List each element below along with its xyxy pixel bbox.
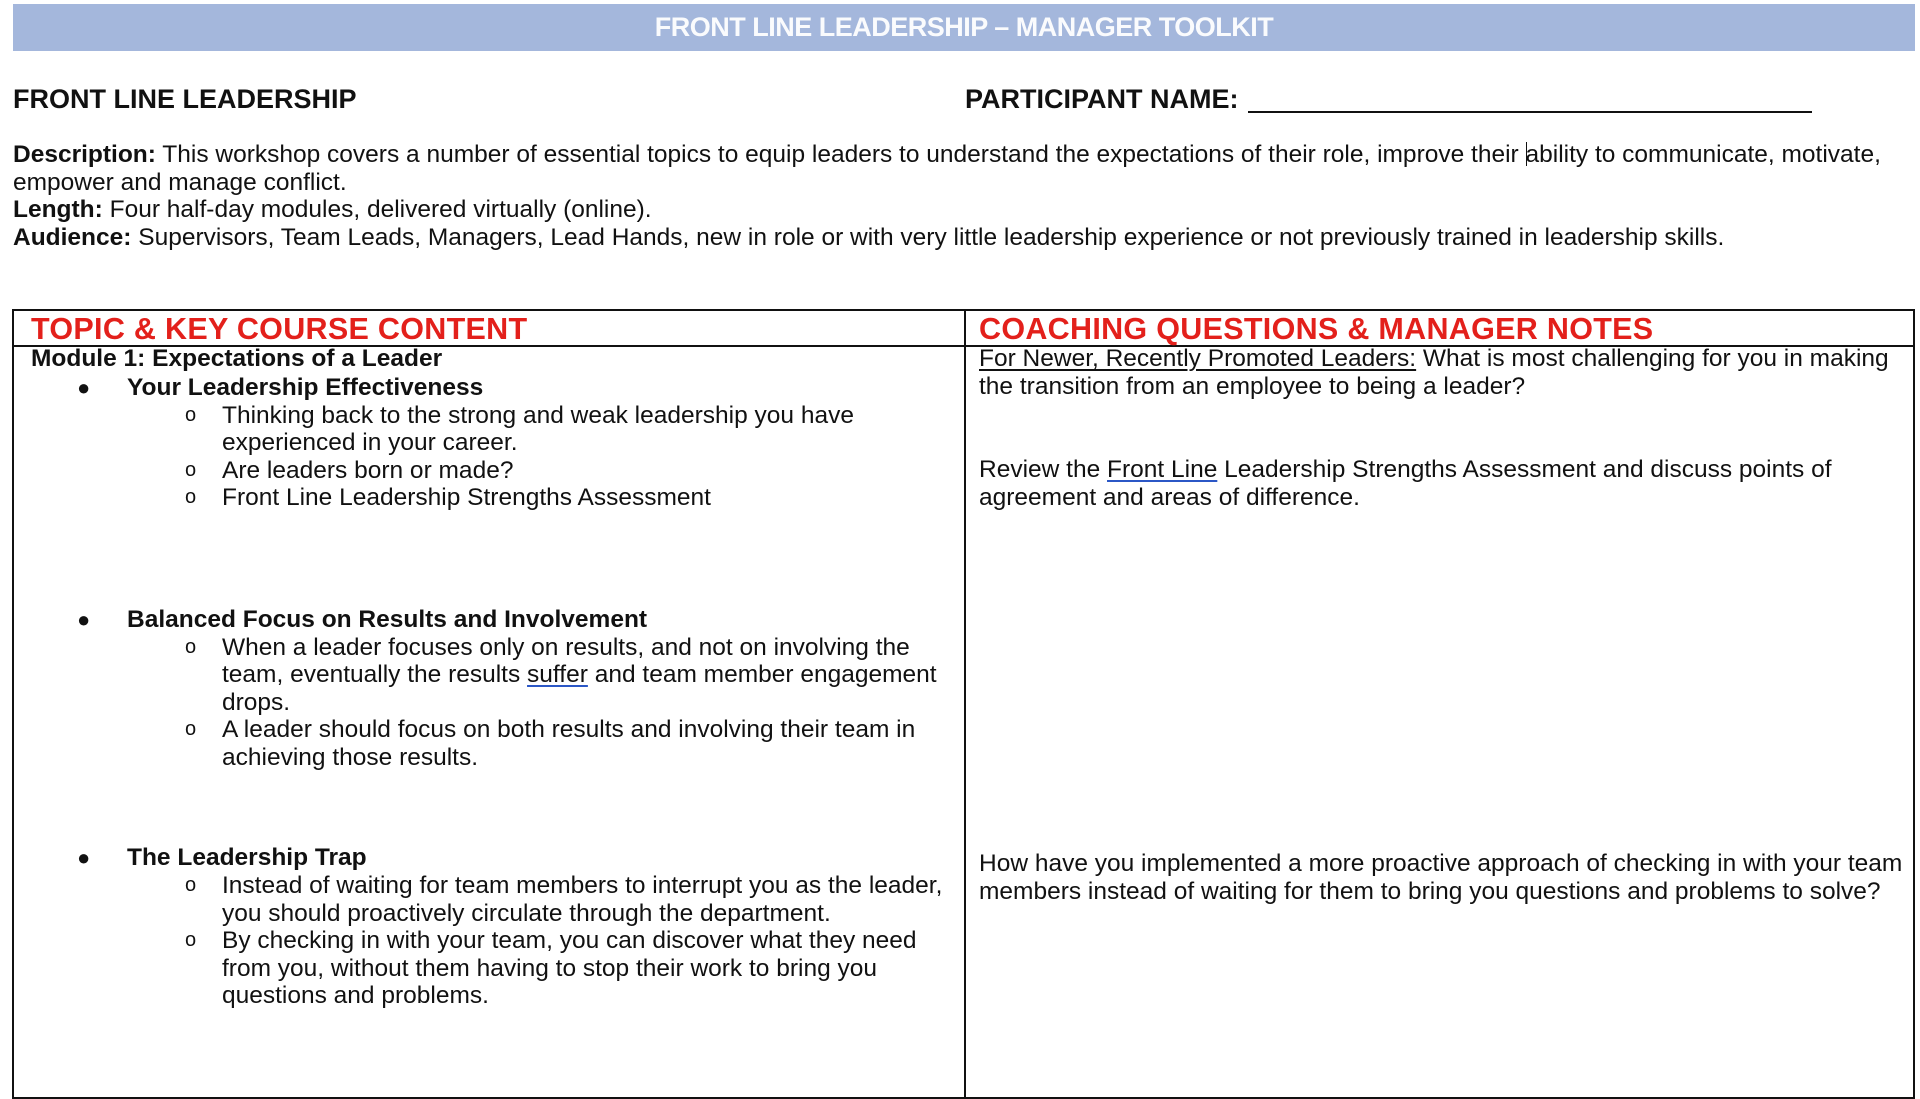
course-title: FRONT LINE LEADERSHIP (13, 84, 357, 114)
topic-title: ● The Leadership Trap (77, 844, 367, 871)
audience-paragraph (13, 224, 1918, 252)
description-text-2: ability to communicate, motivate, empower and manage conflict. (13, 141, 1881, 196)
note-label: For Newer, Recently Promoted Leaders: (979, 345, 1417, 372)
sub-item: o Are leaders born or made? (185, 456, 514, 484)
sub-item: o A leader should focus on both results and involving their team in achieving those results. (185, 716, 916, 771)
hollow-bullet-icon: o (185, 929, 197, 951)
audience-text: Supervisors, Team Leads, Managers, Lead Hands, new in role or with very little leadership experience or not previously trained in leadership skills. (131, 223, 1725, 251)
sub-item: o By checking in with your team, you can discover what they need from you, without them having to stop their work to bring you questions and problems. (185, 927, 917, 1009)
notes-column-header: COACHING QUESTIONS & MANAGER NOTES (979, 312, 1654, 346)
bullet-icon: ● (77, 606, 91, 632)
document-banner (13, 4, 1915, 51)
topic-title: ● Balanced Focus on Results and Involvement (77, 605, 648, 633)
hollow-bullet-icon: o (185, 718, 197, 740)
hollow-bullet-icon: o (185, 635, 197, 658)
sub-item: o When a leader focuses only on results, and not on involving the team, eventually the results suffer and team member engagement drops. (185, 633, 937, 716)
topic-item (31, 605, 956, 772)
banner-title: FRONT LINE LEADERSHIP – MANAGER TOOLKIT (654, 12, 1274, 42)
bullet-icon: ● (77, 374, 91, 400)
length-label: Length: (13, 196, 103, 223)
description-text-1: This workshop covers a number of essential topics to equip leaders to understand the expectations of their role, improve their (155, 141, 1526, 168)
sub-item: o Thinking back to the strong and weak leadership you have experienced in your career. (185, 401, 854, 456)
module-title: Module 1: Expectations of a Leader (31, 345, 443, 372)
length-text: Four half-day modules, delivered virtually (online). (102, 196, 652, 223)
sub-item: o Instead of waiting for team members to interrupt you as the leader, you should proactively circulate through the department. (185, 872, 943, 927)
participant-name-label: PARTICIPANT NAME: (965, 84, 1239, 114)
document-header (13, 84, 1920, 118)
audience-label: Audience: (13, 223, 132, 251)
topic-title: ● Your Leadership Effectiveness (77, 373, 484, 401)
coaching-note: How have you implemented a more proactive approach of checking in with your team members instead of waiting for them to bring you questions and problems to solve? (979, 850, 1903, 905)
topic-item (31, 843, 956, 1010)
description-paragraph (13, 141, 1918, 196)
description-label: Description: (13, 141, 156, 168)
coaching-note: Review the Front Line Leadership Strengths Assessment and discuss points of agreement and areas of difference. (979, 456, 1832, 511)
topic-item (31, 373, 956, 512)
flagged-word[interactable]: suffer (527, 661, 588, 688)
topic-content-cell (31, 345, 956, 1010)
sub-item: o Front Line Leadership Strengths Assessment (185, 484, 711, 511)
hollow-bullet-icon: o (185, 403, 197, 426)
bullet-icon: ● (77, 845, 91, 870)
coaching-note: For Newer, Recently Promoted Leaders: What is most challenging for you in making the transition from an employee to being a leader? (979, 345, 1889, 400)
participant-name-blank-line[interactable] (1248, 111, 1812, 113)
column-divider (964, 311, 966, 1097)
toolkit-table (12, 309, 1915, 1099)
topic-column-header: TOPIC & KEY COURSE CONTENT (31, 312, 528, 346)
course-intro (13, 141, 1918, 251)
hollow-bullet-icon: o (185, 458, 197, 481)
hollow-bullet-icon: o (185, 874, 197, 896)
participant-name-field[interactable] (965, 84, 1812, 115)
flagged-word[interactable]: Front Line (1107, 456, 1218, 483)
length-paragraph (13, 196, 1918, 224)
hollow-bullet-icon: o (185, 486, 197, 508)
